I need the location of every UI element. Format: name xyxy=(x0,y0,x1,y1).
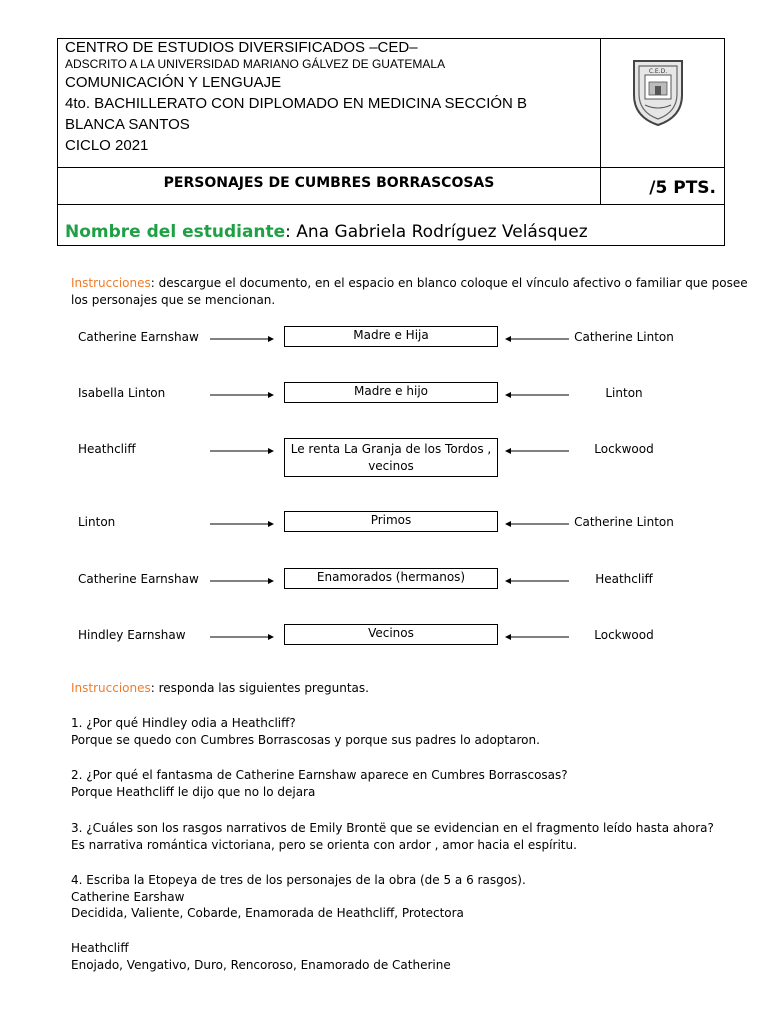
instructions-1 xyxy=(71,275,748,308)
question-2 xyxy=(71,767,568,800)
character-name: Catherine Earshaw xyxy=(71,889,185,904)
relation-left: Catherine Earnshaw xyxy=(78,572,199,586)
instructions-text-2: los personajes que se mencionan. xyxy=(71,292,276,307)
instructions-2 xyxy=(71,680,369,697)
relation-right: Catherine Linton xyxy=(574,515,674,529)
student-label: Nombre del estudiante xyxy=(65,222,286,242)
question-4 xyxy=(71,872,526,922)
arrow-right-icon xyxy=(210,391,274,399)
answer-text[interactable]: Decidida, Valiente, Cobarde, Enamorada de Heathcliff, Protectora xyxy=(71,906,464,920)
question-text: 4. Escriba la Etopeya de tres de los personajes de la obra (de 5 a 6 rasgos). xyxy=(71,873,526,887)
answer-text[interactable]: Enojado, Vengativo, Duro, Rencoroso, Enamorado de Catherine xyxy=(71,957,451,972)
header-info-cell xyxy=(58,39,601,167)
instructions-label: Instrucciones xyxy=(71,681,151,695)
question-text: 3. ¿Cuáles son los rasgos narrativos de Emily Brontë que se evidencian en el fragmento leído hasta ahora? xyxy=(71,821,714,835)
relation-right: Heathcliff xyxy=(595,572,653,586)
arrow-right-icon xyxy=(210,335,274,343)
character-name: Heathcliff xyxy=(71,941,129,955)
relation-box[interactable]: Madre e Hija xyxy=(284,326,498,347)
arrow-left-icon xyxy=(505,447,569,455)
arrow-right-icon xyxy=(210,633,274,641)
institution-name: CENTRO DE ESTUDIOS DIVERSIFICADOS –CED– xyxy=(65,39,418,56)
relation-left: Linton xyxy=(78,515,116,529)
logo-text: C.E.D. xyxy=(648,68,668,75)
question-1 xyxy=(71,715,540,748)
arrow-left-icon xyxy=(505,633,569,641)
relation-right: Catherine Linton xyxy=(574,330,674,344)
relation-left: Isabella Linton xyxy=(78,386,166,400)
relation-box[interactable]: Madre e hijo xyxy=(284,382,498,403)
relation-right: Lockwood xyxy=(594,628,654,642)
answer-text[interactable]: Porque se quedo con Cumbres Borrascosas y porque sus padres lo adoptaron. xyxy=(71,732,540,747)
question-text: 1. ¿Por qué Hindley odia a Heathcliff? xyxy=(71,716,296,730)
header-top-row xyxy=(58,39,724,168)
header-table xyxy=(57,38,725,246)
question-text: 2. ¿Por qué el fantasma de Catherine Earnshaw aparece en Cumbres Borrascosas? xyxy=(71,768,568,782)
relation-box-line: Le renta La Granja de los Tordos , xyxy=(290,442,492,456)
header-title-row xyxy=(58,168,724,205)
relation-box-line: vecinos xyxy=(368,459,414,473)
school-logo xyxy=(628,55,688,127)
grade: 4to. BACHILLERATO CON DIPLOMADO EN MEDICINA SECCIÓN B xyxy=(65,95,528,112)
arrow-left-icon xyxy=(505,577,569,585)
answer-text[interactable]: Porque Heathcliff le dijo que no lo dejara xyxy=(71,784,316,799)
relation-left: Heathcliff xyxy=(78,442,136,456)
subject: COMUNICACIÓN Y LENGUAJE xyxy=(65,74,282,91)
affiliation: ADSCRITO A LA UNIVERSIDAD MARIANO GÁLVEZ DE GUATEMALA xyxy=(65,57,446,71)
cycle: CICLO 2021 xyxy=(65,137,149,154)
relation-left: Hindley Earnshaw xyxy=(78,628,186,642)
student-row xyxy=(58,205,724,245)
arrow-left-icon xyxy=(505,335,569,343)
question-3 xyxy=(71,820,714,853)
arrow-left-icon xyxy=(505,391,569,399)
relation-box[interactable]: Enamorados (hermanos) xyxy=(284,568,498,589)
instructions-text: : descargue el documento, en el espacio en blanco coloque el vínculo afectivo o familiar que posee xyxy=(150,276,748,290)
relation-right: Linton xyxy=(605,386,643,400)
points-label: /5 PTS. xyxy=(649,178,716,198)
teacher: BLANCA SANTOS xyxy=(65,116,190,133)
arrow-right-icon xyxy=(210,447,274,455)
instructions-label: Instrucciones xyxy=(71,276,151,290)
answer-text[interactable]: Es narrativa romántica victoriana, pero se orienta con ardor , amor hacia el espíritu. xyxy=(71,837,577,852)
relation-left: Catherine Earnshaw xyxy=(78,330,199,344)
student-name: : Ana Gabriela Rodríguez Velásquez xyxy=(285,222,588,242)
arrow-right-icon xyxy=(210,577,274,585)
instructions-text: : responda las siguientes preguntas. xyxy=(150,681,369,695)
relation-box[interactable] xyxy=(284,438,498,477)
arrow-left-icon xyxy=(505,520,569,528)
relation-box[interactable]: Primos xyxy=(284,511,498,532)
character-2 xyxy=(71,940,451,973)
relation-box[interactable]: Vecinos xyxy=(284,624,498,645)
document-title: PERSONAJES DE CUMBRES BORRASCOSAS xyxy=(58,168,601,204)
relation-right: Lockwood xyxy=(594,442,654,456)
arrow-right-icon xyxy=(210,520,274,528)
